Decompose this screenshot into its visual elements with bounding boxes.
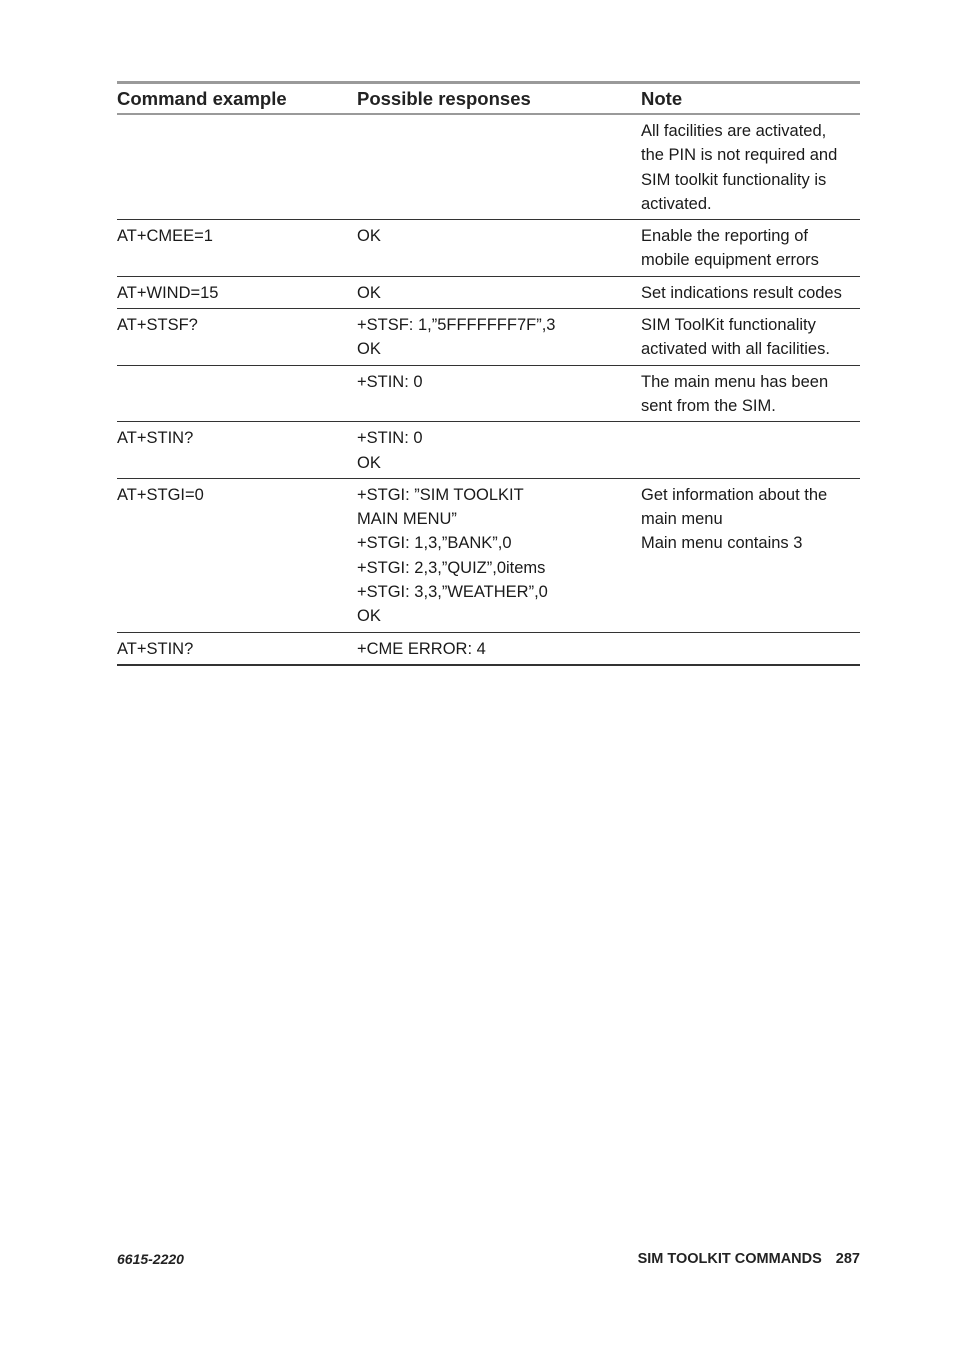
cell-responses bbox=[357, 220, 641, 277]
cell-line: OK bbox=[357, 453, 381, 472]
cell-line: +STGI: ”SIM TOOLKIT bbox=[357, 485, 524, 504]
cell-line: sent from the SIM. bbox=[641, 396, 776, 415]
cell-note bbox=[641, 276, 860, 308]
cell-line: MAIN MENU” bbox=[357, 510, 457, 529]
cell-line: main menu bbox=[641, 510, 723, 529]
cell-responses bbox=[357, 365, 641, 422]
cell-responses bbox=[357, 422, 641, 479]
page-footer bbox=[638, 1251, 860, 1267]
header-responses: Possible responses bbox=[357, 83, 641, 115]
cell-line: Set indications result codes bbox=[641, 283, 842, 302]
page-number: 287 bbox=[835, 1251, 860, 1267]
cell-line: +STSF: 1,”5FFFFFFF7F”,3 bbox=[357, 316, 556, 335]
cell-line: the PIN is not required and bbox=[641, 146, 838, 165]
cell-line: OK bbox=[357, 283, 381, 302]
cell-line: activated. bbox=[641, 194, 712, 213]
cell-line: SIM toolkit functionality is bbox=[641, 170, 827, 189]
cell-line: OK bbox=[357, 340, 381, 359]
cell-line: activated with all facilities. bbox=[641, 340, 830, 359]
cell-line: +STIN: 0 bbox=[357, 429, 423, 448]
cell-line: Enable the reporting of bbox=[641, 227, 808, 246]
cell-command bbox=[117, 365, 357, 422]
table-row bbox=[117, 632, 860, 665]
table-row bbox=[117, 309, 860, 366]
table-row bbox=[117, 422, 860, 479]
cell-line: +STIN: 0 bbox=[357, 372, 423, 391]
cell-line: AT+STIN? bbox=[117, 639, 194, 658]
table-row bbox=[117, 478, 860, 632]
cell-line: Main menu contains 3 bbox=[641, 534, 803, 553]
cell-note bbox=[641, 422, 860, 479]
cell-line: AT+STSF? bbox=[117, 316, 198, 335]
cell-responses bbox=[357, 632, 641, 665]
cell-line: +CME ERROR: 4 bbox=[357, 639, 486, 658]
cell-command bbox=[117, 632, 357, 665]
cell-line: AT+STGI=0 bbox=[117, 485, 204, 504]
table-row bbox=[117, 114, 860, 220]
cell-command bbox=[117, 114, 357, 220]
cell-note bbox=[641, 478, 860, 632]
cell-note bbox=[641, 365, 860, 422]
cell-line: SIM ToolKit functionality bbox=[641, 316, 816, 335]
cell-responses bbox=[357, 114, 641, 220]
cell-line: The main menu has been bbox=[641, 372, 829, 391]
cell-line: AT+WIND=15 bbox=[117, 283, 219, 302]
cell-line: AT+CMEE=1 bbox=[117, 227, 213, 246]
cell-command bbox=[117, 309, 357, 366]
cell-responses bbox=[357, 276, 641, 308]
cell-command bbox=[117, 220, 357, 277]
cell-command bbox=[117, 478, 357, 632]
cell-responses bbox=[357, 478, 641, 632]
header-command: Command example bbox=[117, 83, 357, 115]
cell-line: All facilities are activated, bbox=[641, 122, 827, 140]
header-note: Note bbox=[641, 83, 860, 115]
cell-line: mobile equipment errors bbox=[641, 251, 819, 270]
cell-command bbox=[117, 276, 357, 308]
table-header-row bbox=[117, 83, 860, 115]
doc-number: 6615-2220 bbox=[117, 1251, 184, 1267]
cell-line: +STGI: 1,3,”BANK”,0 bbox=[357, 534, 512, 553]
cell-command bbox=[117, 422, 357, 479]
cell-line: Get information about the bbox=[641, 485, 828, 504]
table-row bbox=[117, 365, 860, 422]
cell-note bbox=[641, 220, 860, 277]
command-table bbox=[117, 81, 860, 666]
cell-line: +STGI: 3,3,”WEATHER”,0 bbox=[357, 583, 548, 602]
cell-responses bbox=[357, 309, 641, 366]
table-row bbox=[117, 220, 860, 277]
cell-note bbox=[641, 309, 860, 366]
cell-note bbox=[641, 632, 860, 665]
section-title: SIM TOOLKIT COMMANDS bbox=[637, 1251, 822, 1267]
table-body bbox=[117, 114, 860, 665]
table-row bbox=[117, 276, 860, 308]
cell-line: OK bbox=[357, 607, 381, 626]
cell-line: AT+STIN? bbox=[117, 429, 194, 448]
command-table-container bbox=[117, 81, 860, 666]
cell-line: +STGI: 2,3,”QUIZ”,0items bbox=[357, 558, 546, 577]
cell-note bbox=[641, 114, 860, 220]
cell-line: OK bbox=[357, 227, 381, 246]
